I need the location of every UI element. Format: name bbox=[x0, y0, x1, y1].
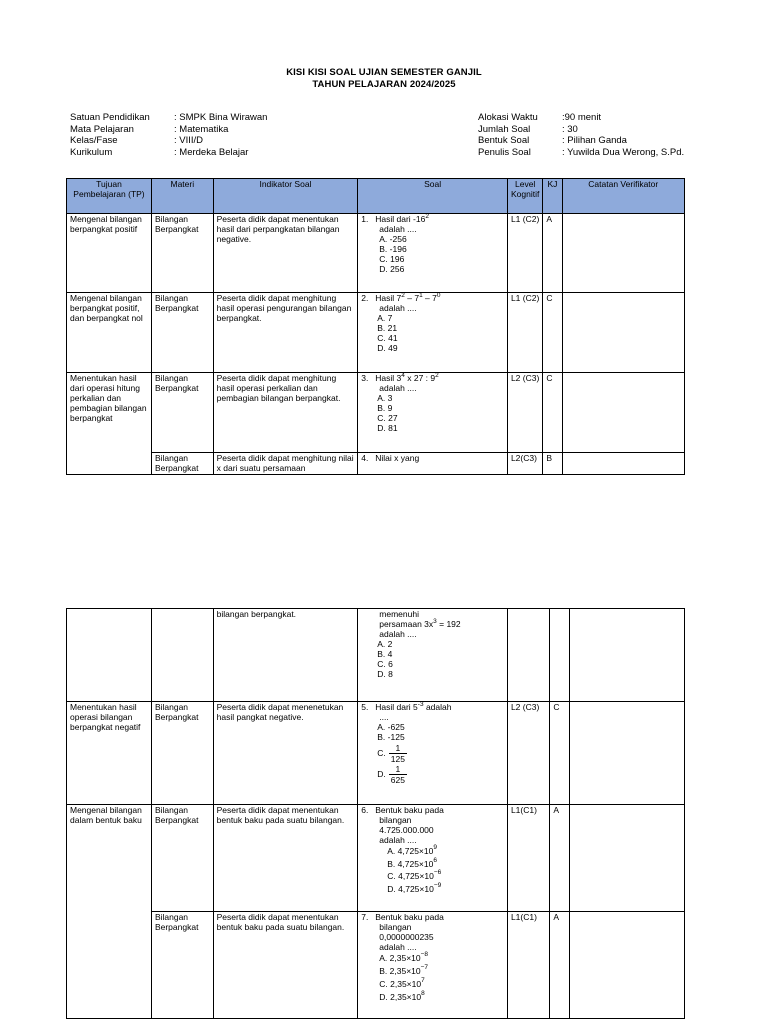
info-right bbox=[478, 112, 684, 158]
kj-cell: C bbox=[550, 702, 569, 805]
indikator-cell: Peserta didik dapat menghitung hasil operasi perkalian dan pembagian bilangan berpangkat. bbox=[213, 373, 358, 453]
option-d: D. 8 bbox=[377, 669, 393, 679]
question-text: Nilai x yang bbox=[375, 453, 420, 463]
fraction: $\frac{1}{125}$ bbox=[390, 743, 405, 764]
question-text: adalah .... bbox=[379, 224, 417, 234]
option-a: A. $4,725\times 10^9$ bbox=[387, 844, 437, 856]
question-text: adalah .... bbox=[379, 629, 417, 639]
table-row bbox=[67, 805, 685, 912]
question-text: persamaan $3x^3 = 192$ bbox=[379, 618, 461, 629]
option-a: A. $2,35\times 10^{-8}$ bbox=[379, 951, 429, 963]
option-c: C. 196 bbox=[379, 254, 405, 264]
option-c: C. 6 bbox=[377, 659, 393, 669]
option-c: C. $\frac{1}{125}$ bbox=[377, 743, 405, 764]
option-c: C. $2,35\times 10^7$ bbox=[379, 977, 425, 989]
question-number: 3. bbox=[361, 373, 369, 383]
question-number: 5. bbox=[361, 702, 369, 712]
document-title: KISI KISI SOAL UJIAN SEMESTER GANJIL bbox=[286, 67, 482, 78]
info-value: : SMPK Bina Wirawan bbox=[174, 112, 268, 123]
question-number: 1. bbox=[361, 214, 369, 224]
question-number: 2. bbox=[361, 293, 369, 303]
materi-cell bbox=[151, 609, 213, 702]
option-list bbox=[361, 952, 504, 1004]
indikator-cell: Peserta didik dapat menentukan bentuk baku pada suatu bilangan. bbox=[213, 805, 358, 912]
level-cell: L2(C3) bbox=[507, 453, 542, 475]
option-c: C. $4,725\times 10^{-6}$ bbox=[387, 869, 442, 881]
kisi-table-page2 bbox=[66, 608, 685, 1019]
indikator-cell: Peserta didik dapat menentukan hasil dari perpangkatan bilangan negative. bbox=[213, 214, 358, 293]
info-value: :90 menit bbox=[562, 112, 602, 123]
question-text: Bentuk baku pada bbox=[375, 805, 444, 815]
tp-cell: Mengenal bilangan dalam bentuk baku bbox=[67, 805, 152, 1019]
option-b: B. $2,35\times 10^{-7}$ bbox=[379, 964, 429, 976]
option-a: A. -625 bbox=[377, 722, 405, 732]
kj-cell: C bbox=[543, 373, 562, 453]
header-materi: Materi bbox=[151, 179, 213, 214]
option-a: A. -256 bbox=[379, 234, 407, 244]
soal-cell bbox=[358, 702, 508, 805]
catatan-cell bbox=[562, 214, 684, 293]
soal-cell bbox=[358, 214, 508, 293]
level-cell: L2 (C3) bbox=[507, 702, 549, 805]
question-number: 6. bbox=[361, 805, 369, 815]
option-a: A. 3 bbox=[377, 393, 393, 403]
soal-cell bbox=[358, 609, 508, 702]
info-value: : 30 bbox=[562, 123, 578, 135]
info-label: Penulis Soal bbox=[478, 146, 531, 158]
option-list bbox=[361, 845, 504, 895]
info-value: : Merdeka Belajar bbox=[174, 146, 249, 158]
question-text: 0,0000000235 bbox=[379, 932, 434, 942]
catatan-cell bbox=[569, 702, 684, 805]
option-d: D. $\frac{1}{625}$ bbox=[377, 764, 405, 785]
option-b: B. 21 bbox=[377, 323, 398, 333]
tp-cell: Menentukan hasil dari operasi hitung perkalian dan pembagian bilangan berpangkat bbox=[67, 373, 152, 475]
kj-cell: A bbox=[543, 214, 562, 293]
level-cell bbox=[507, 609, 549, 702]
info-label: Mata Pelajaran bbox=[70, 123, 134, 135]
question-text: bilangan bbox=[379, 815, 412, 825]
tp-cell: Mengenal bilangan berpangkat positif bbox=[67, 214, 152, 293]
soal-cell bbox=[358, 293, 508, 373]
level-cell: L1(C1) bbox=[507, 805, 549, 912]
option-a: A. 7 bbox=[377, 313, 393, 323]
info-value: : VIII/D bbox=[174, 135, 204, 146]
info-left bbox=[70, 112, 267, 158]
indikator-cell: Peserta didik dapat menghitung hasil operasi pengurangan bilangan berpangkat. bbox=[213, 293, 358, 373]
table-header-row bbox=[67, 179, 685, 214]
kj-cell: A bbox=[550, 912, 569, 1019]
kj-cell: C bbox=[543, 293, 562, 373]
option-list bbox=[361, 722, 504, 785]
option-list bbox=[361, 234, 504, 274]
header-level: Level Kognitif bbox=[507, 179, 542, 214]
catatan-cell bbox=[569, 609, 684, 702]
header-kj: KJ bbox=[543, 179, 562, 214]
option-d: D. $4,725\times 10^{-9}$ bbox=[387, 881, 442, 894]
question-text: Bentuk baku pada bbox=[375, 912, 444, 922]
level-cell: L2 (C3) bbox=[507, 373, 542, 453]
option-d: D. $2,35\times 10^8$ bbox=[379, 990, 425, 1002]
info-label: Satuan Pendidikan bbox=[70, 112, 150, 123]
indikator-cell: bilangan berpangkat. bbox=[213, 609, 358, 702]
option-b: B. 4 bbox=[377, 649, 393, 659]
materi-cell: Bilangan Berpangkat bbox=[151, 805, 213, 912]
indikator-cell: Peserta didik dapat menentukan bentuk baku pada suatu bilangan. bbox=[213, 912, 358, 1019]
materi-cell: Bilangan Berpangkat bbox=[151, 293, 213, 373]
fraction: $\frac{1}{625}$ bbox=[390, 764, 405, 785]
kj-cell bbox=[550, 609, 569, 702]
indikator-cell: Peserta didik dapat menenetukan hasil pangkat negative. bbox=[213, 702, 358, 805]
option-b: B. $4,725\times 10^6$ bbox=[387, 856, 437, 869]
option-d: D. 49 bbox=[377, 343, 398, 353]
table-row bbox=[67, 373, 685, 453]
materi-cell: Bilangan Berpangkat bbox=[151, 702, 213, 805]
option-list bbox=[361, 313, 504, 353]
info-value: : Matematika bbox=[174, 123, 229, 135]
level-cell: L1 (C2) bbox=[507, 293, 542, 373]
question-text: .... bbox=[379, 712, 389, 722]
info-label: Jumlah Soal bbox=[478, 123, 531, 135]
info-label: Kurikulum bbox=[70, 146, 113, 158]
tp-cell: Menentukan hasil operasi bilangan berpangkat negatif bbox=[67, 702, 152, 805]
level-cell: L1 (C2) bbox=[507, 214, 542, 293]
question-text: 4.725.000.000 bbox=[379, 825, 434, 835]
option-b: B. -125 bbox=[377, 732, 405, 742]
option-d: D. 81 bbox=[377, 423, 398, 433]
document-subtitle: TAHUN PELAJARAN 2024/2025 bbox=[312, 79, 456, 90]
question-text: adalah .... bbox=[379, 303, 417, 313]
table-row bbox=[67, 702, 685, 805]
soal-cell bbox=[358, 373, 508, 453]
catatan-cell bbox=[562, 453, 684, 475]
info-value: : Pilihan Ganda bbox=[562, 135, 627, 146]
soal-cell bbox=[358, 805, 508, 912]
materi-cell: Bilangan Berpangkat bbox=[151, 214, 213, 293]
soal-cell bbox=[358, 453, 508, 475]
question-text: Hasil dari $-16^2$ bbox=[375, 213, 429, 224]
header-catatan: Catatan Verifikator bbox=[562, 179, 684, 214]
option-d: D. 256 bbox=[379, 264, 405, 274]
info-label: Bentuk Soal bbox=[478, 135, 530, 146]
catatan-cell bbox=[569, 912, 684, 1019]
question-number: 7. bbox=[361, 912, 369, 922]
question-text: adalah .... bbox=[379, 942, 417, 952]
kj-cell: A bbox=[550, 805, 569, 912]
option-c: C. 27 bbox=[377, 413, 398, 423]
table-row bbox=[67, 293, 685, 373]
kj-cell: B bbox=[543, 453, 562, 475]
catatan-cell bbox=[562, 373, 684, 453]
info-label: Alokasi Waktu bbox=[478, 112, 538, 123]
question-text: bilangan bbox=[379, 922, 412, 932]
question-text: Hasil $3^4$ x 27 : $9^2$ bbox=[375, 372, 439, 383]
option-b: B. -196 bbox=[379, 244, 407, 254]
header-indikator: Indikator Soal bbox=[213, 179, 358, 214]
tp-cell bbox=[67, 609, 152, 702]
question-number: 4. bbox=[361, 453, 369, 463]
option-b: B. 9 bbox=[377, 403, 393, 413]
catatan-cell bbox=[562, 293, 684, 373]
option-a: A. 2 bbox=[377, 639, 393, 649]
table-row bbox=[67, 609, 685, 702]
question-text: Hasil dari $5^{-3}$ adalah bbox=[375, 701, 452, 712]
kisi-table-page1 bbox=[66, 178, 685, 475]
indikator-cell: Peserta didik dapat menghitung nilai x dari suatu persamaan bbox=[213, 453, 358, 475]
tp-cell: Mengenal bilangan berpangkat positif, dan berpangkat nol bbox=[67, 293, 152, 373]
info-value: : Yuwilda Dua Werong, S.Pd. bbox=[562, 146, 685, 158]
catatan-cell bbox=[569, 805, 684, 912]
table-row bbox=[67, 912, 685, 1019]
level-cell: L1(C1) bbox=[507, 912, 549, 1019]
materi-cell: Bilangan Berpangkat bbox=[151, 453, 213, 475]
question-text: adalah .... bbox=[379, 835, 417, 845]
table-row bbox=[67, 214, 685, 293]
materi-cell: Bilangan Berpangkat bbox=[151, 912, 213, 1019]
question-text: memenuhi bbox=[379, 609, 419, 619]
materi-cell: Bilangan Berpangkat bbox=[151, 373, 213, 453]
header-tp: Tujuan Pembelajaran (TP) bbox=[67, 179, 152, 214]
option-c: C. 41 bbox=[377, 333, 398, 343]
header-soal: Soal bbox=[358, 179, 508, 214]
option-list bbox=[361, 393, 504, 433]
question-text: Hasil $7^2 - 7^1 - 7^0$ bbox=[375, 292, 441, 303]
info-label: Kelas/Fase bbox=[70, 135, 118, 146]
option-list bbox=[361, 639, 504, 679]
question-text: adalah .... bbox=[379, 383, 417, 393]
soal-cell bbox=[358, 912, 508, 1019]
table-row bbox=[67, 453, 685, 475]
